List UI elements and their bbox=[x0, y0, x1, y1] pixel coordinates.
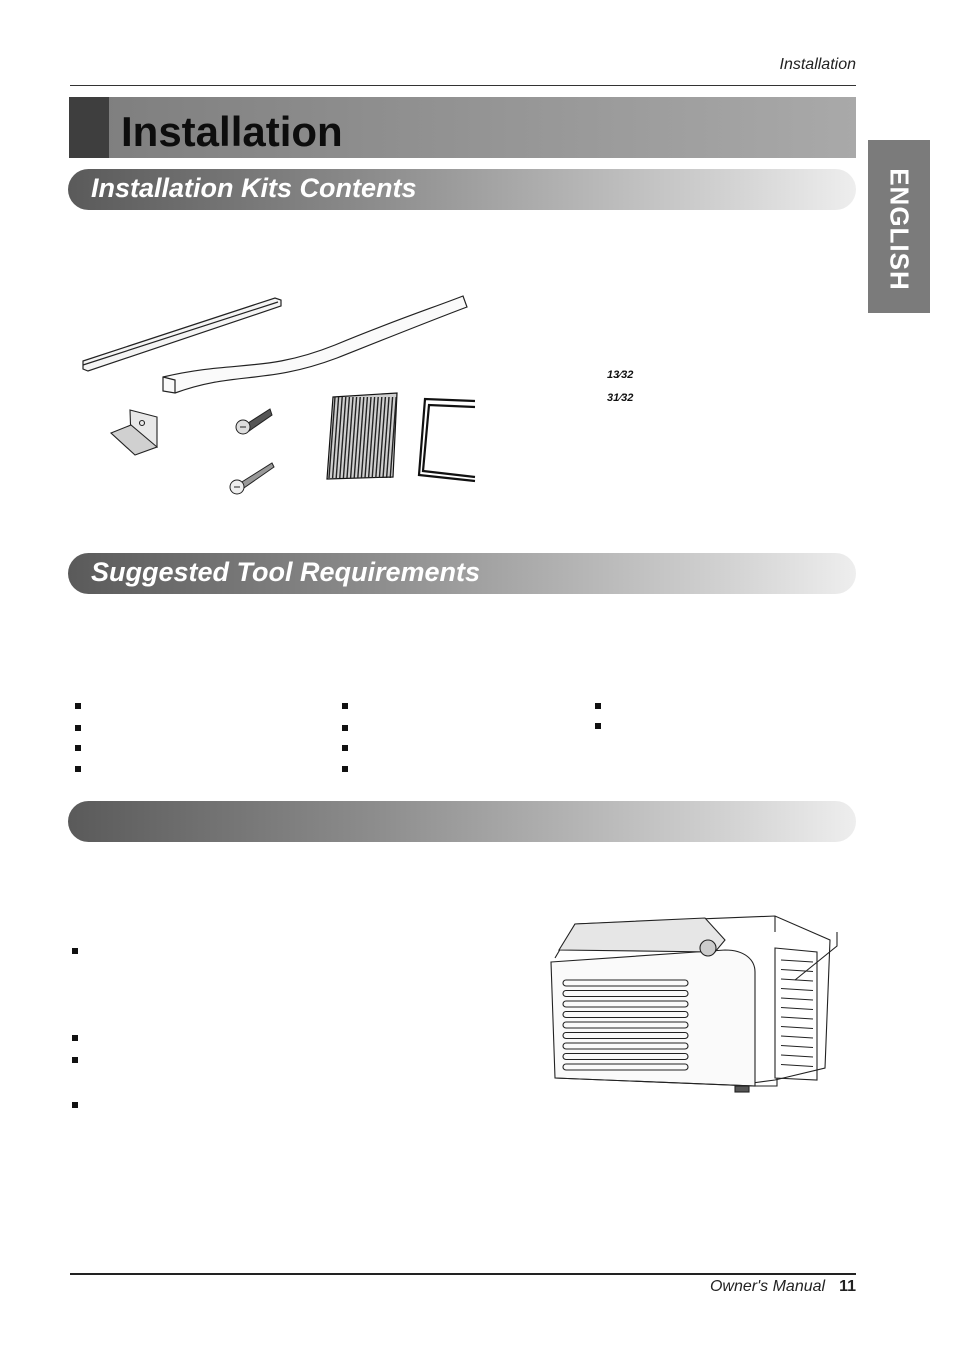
accordion-panel-icon bbox=[327, 393, 397, 479]
tool-bullet bbox=[342, 725, 348, 731]
tool-bullet bbox=[342, 703, 348, 709]
tool-bullet bbox=[75, 745, 81, 751]
tool-bullet bbox=[342, 745, 348, 751]
section-header-tools bbox=[68, 553, 856, 594]
tool-bullet bbox=[595, 703, 601, 709]
tool-bullet bbox=[342, 766, 348, 772]
note-bullet bbox=[72, 1035, 78, 1041]
foam-strip-icon bbox=[163, 296, 467, 393]
title-bar-tab bbox=[69, 97, 109, 158]
language-tab-label: ENGLISH bbox=[884, 168, 915, 291]
footer-manual-label: Owner's Manual bbox=[709, 1278, 826, 1295]
section-header-third bbox=[68, 801, 856, 842]
bottom-rule bbox=[70, 1273, 856, 1275]
air-conditioner-illustration bbox=[545, 910, 845, 1095]
note-bullet bbox=[72, 1102, 78, 1108]
bolt-screw-icon bbox=[236, 409, 272, 434]
note-bullet bbox=[72, 1057, 78, 1063]
page-number: 11 bbox=[839, 1278, 856, 1295]
kit-fraction-2: 31⁄32 bbox=[607, 392, 634, 404]
tool-bullet bbox=[75, 703, 81, 709]
language-tab bbox=[868, 140, 930, 313]
section-kits-title: Installation Kits Contents bbox=[91, 173, 417, 203]
section-header-kits bbox=[68, 169, 856, 210]
kit-fraction-1: 13⁄32 bbox=[607, 369, 634, 381]
note-bullet bbox=[72, 948, 78, 954]
panel-frame-icon bbox=[419, 399, 475, 481]
l-bracket-icon bbox=[111, 410, 157, 455]
page-footer bbox=[640, 1278, 856, 1296]
page-title: Installation bbox=[121, 108, 343, 155]
tool-bullet bbox=[75, 725, 81, 731]
top-rail-icon bbox=[83, 298, 281, 371]
wood-screw-icon bbox=[230, 463, 274, 494]
section-tools-title: Suggested Tool Requirements bbox=[91, 557, 481, 587]
tool-bullet bbox=[595, 723, 601, 729]
running-head: Installation bbox=[779, 56, 856, 73]
kit-parts-illustration bbox=[75, 285, 485, 515]
title-bar bbox=[69, 97, 856, 158]
tool-bullet bbox=[75, 766, 81, 772]
top-rule bbox=[70, 85, 856, 86]
